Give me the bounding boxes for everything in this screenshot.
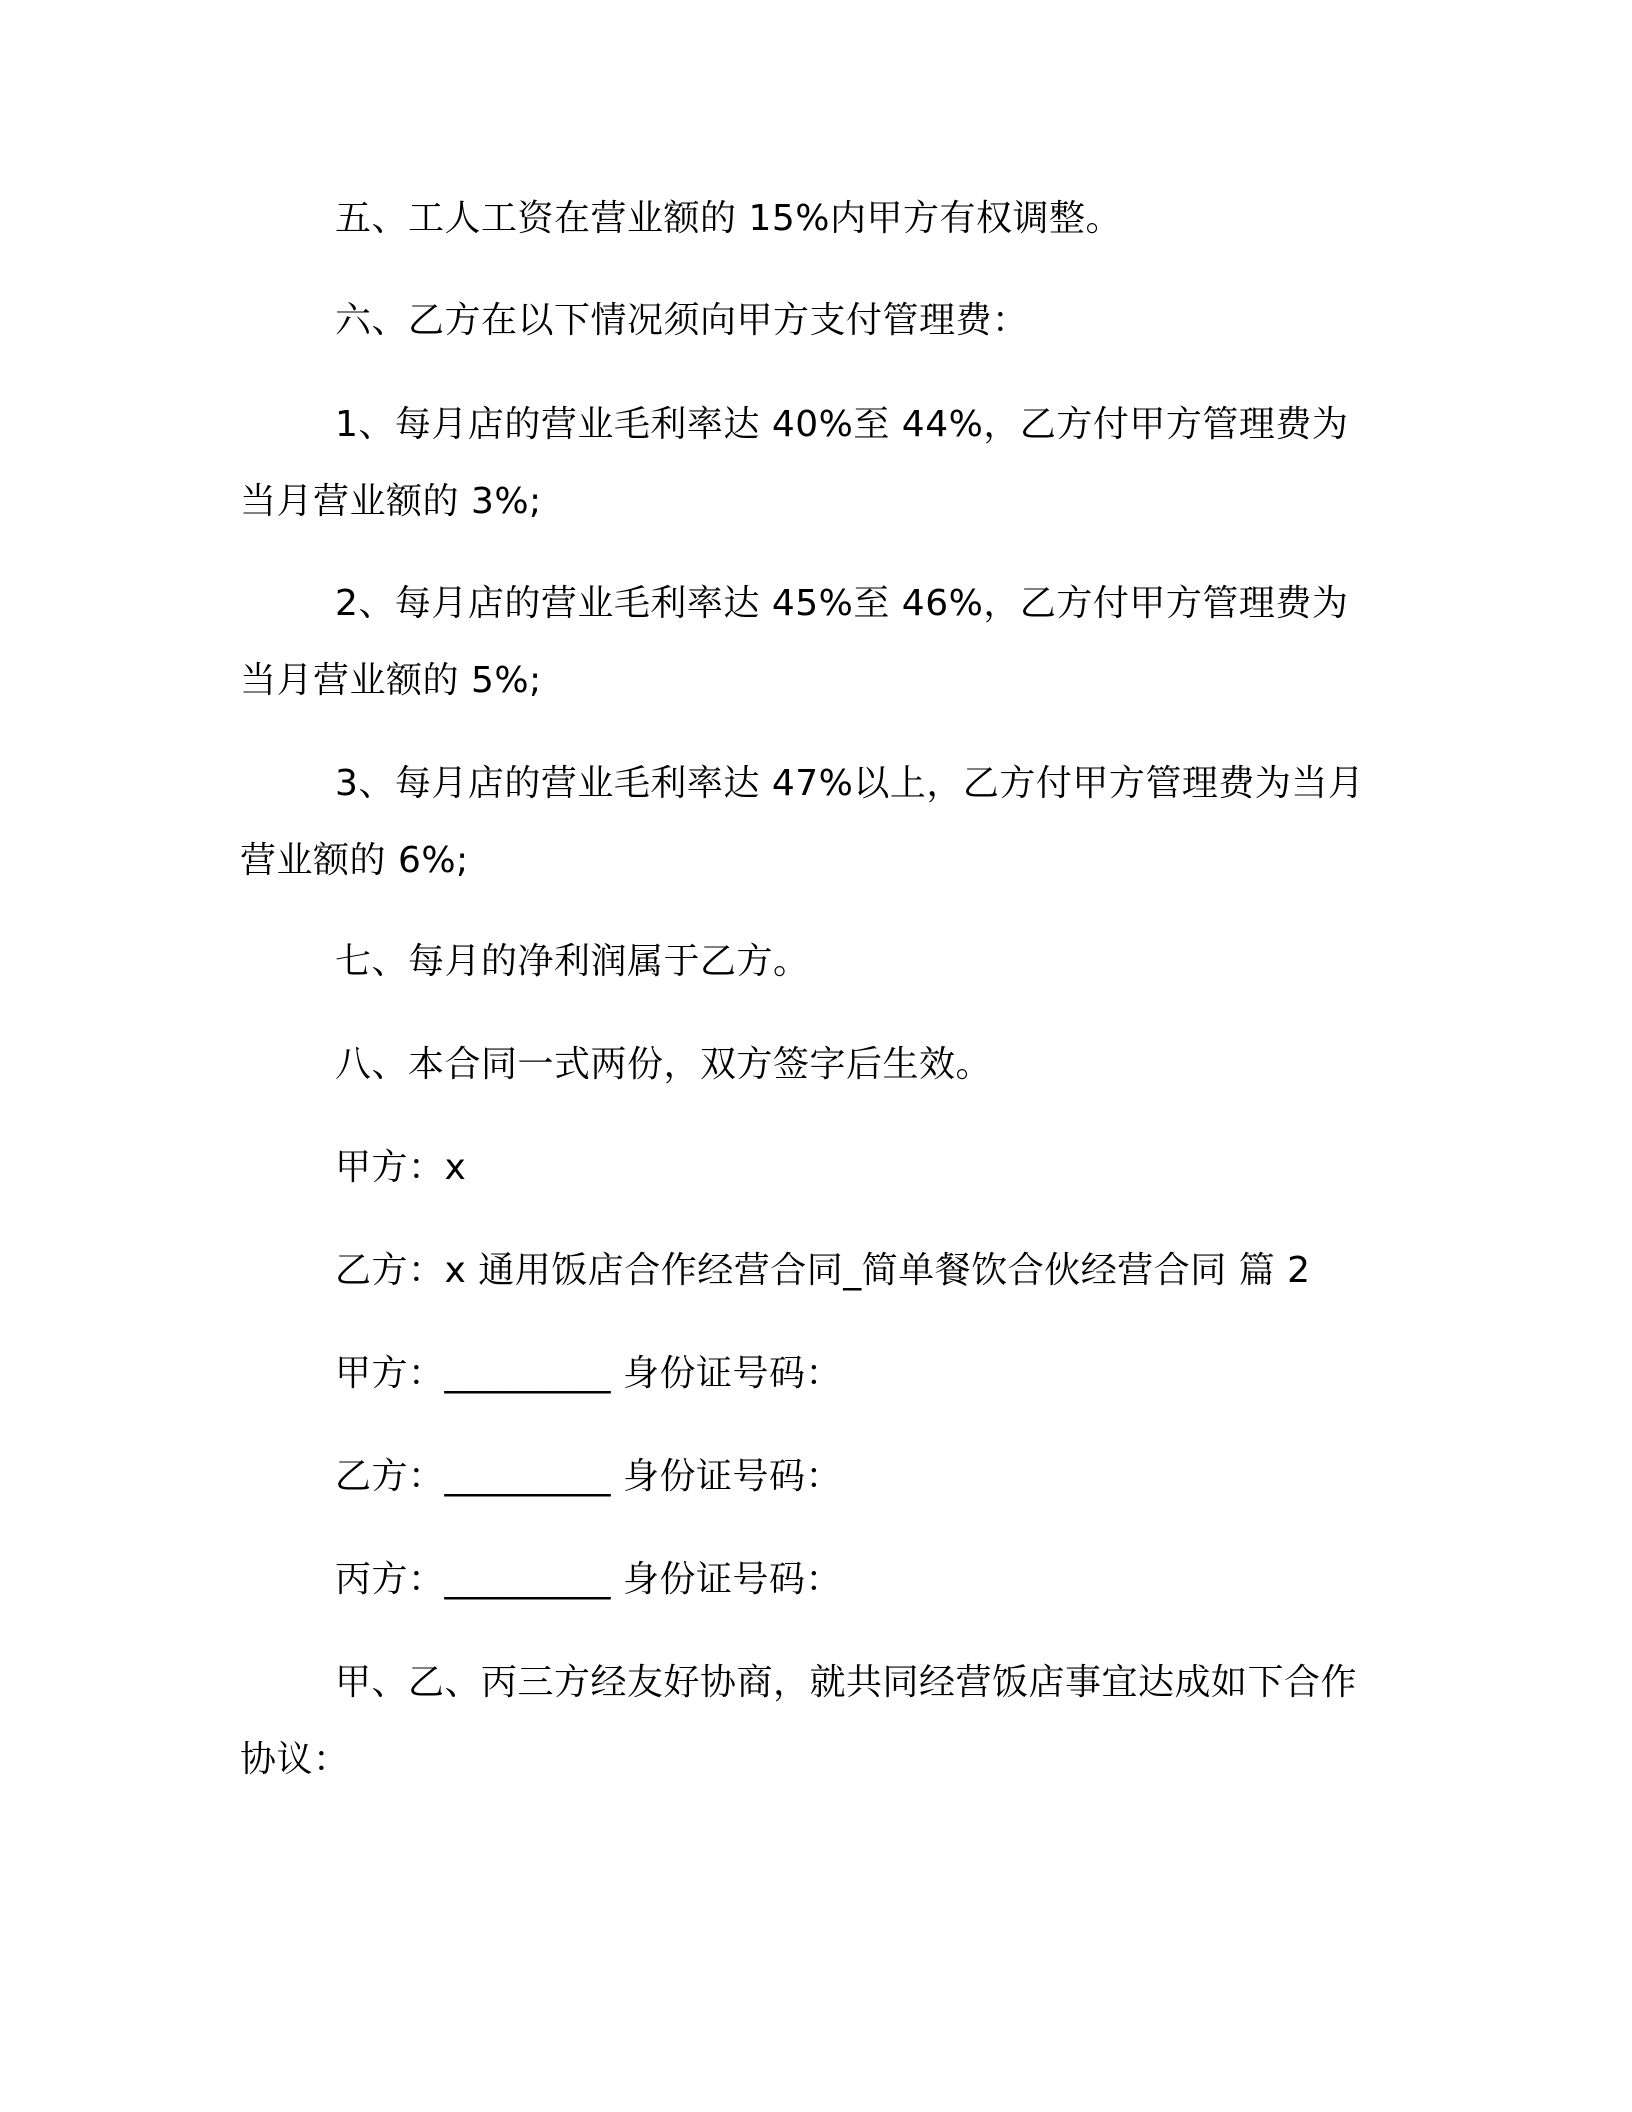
clause-five: 五、工人工资在营业额的 15%内甲方有权调整。: [335, 198, 1122, 239]
party-a-signature: 甲方：x: [335, 1147, 467, 1188]
party-b-signature-and-heading: 乙方：x 通用饭店合作经营合同_简单餐饮合伙经营合同 篇 2: [335, 1250, 1311, 1291]
party-b-id-line: 乙方：_________ 身份证号码：: [335, 1456, 842, 1497]
agreement-preamble: 甲、乙、丙三方经友好协商，就共同经营饭店事宜达成如下合作协议：: [240, 1662, 1358, 1780]
clause-six: 六、乙方在以下情况须向甲方支付管理费：: [335, 300, 1029, 341]
clause-six-item-3: 3、每月店的营业毛利率达 47%以上，乙方付甲方管理费为当月营业额的 6%;: [240, 763, 1365, 881]
clause-six-item-1: 1、每月店的营业毛利率达 40%至 44%，乙方付甲方管理费为当月营业额的 3%;: [240, 404, 1349, 522]
party-c-id-line: 丙方：_________ 身份证号码：: [335, 1559, 842, 1600]
clause-seven: 七、每月的净利润属于乙方。: [335, 941, 810, 982]
clause-six-item-2: 2、每月店的营业毛利率达 45%至 46%，乙方付甲方管理费为当月营业额的 5%;: [240, 583, 1349, 701]
party-a-id-line: 甲方：_________ 身份证号码：: [335, 1353, 842, 1394]
clause-eight: 八、本合同一式两份，双方签字后生效。: [335, 1044, 993, 1085]
